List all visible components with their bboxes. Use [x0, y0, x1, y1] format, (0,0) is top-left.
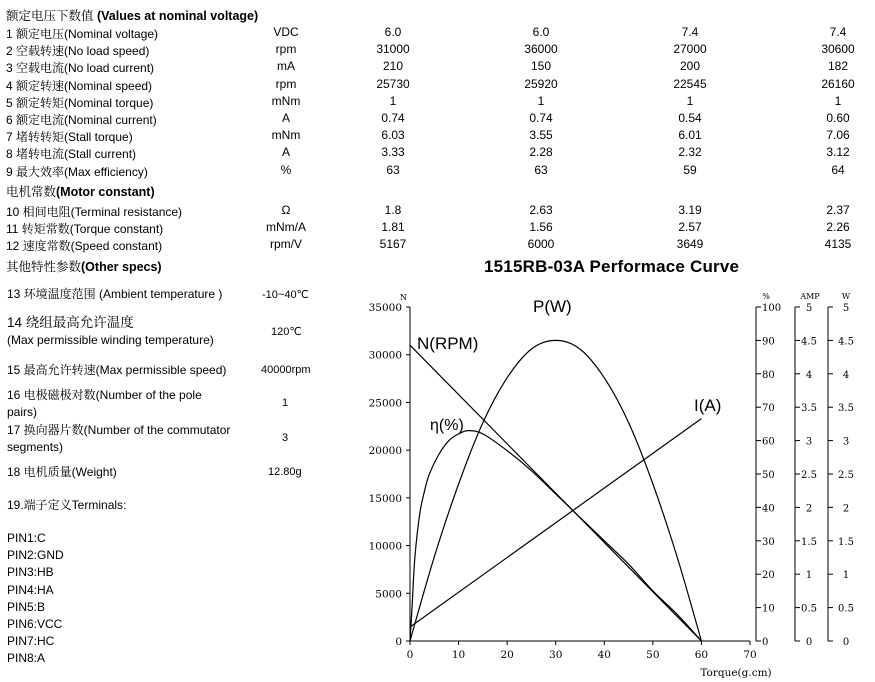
- spec-max-speed-value: 40000rpm: [261, 364, 311, 376]
- row-unit: %: [280, 162, 292, 177]
- pct-axis-tick-label: 30: [762, 536, 775, 548]
- amp-axis-tick-label: 1.5: [801, 536, 817, 548]
- pct-axis-tick-label: 100: [762, 303, 782, 314]
- row-unit: mNm/A: [266, 220, 306, 235]
- row-value: 59: [683, 162, 697, 177]
- row-value: 2.26: [826, 220, 850, 235]
- row-value: 6.0: [532, 25, 550, 39]
- pct-axis-tick-label: 0: [762, 637, 769, 648]
- spec-terminals: 19.端子定义Terminals:: [7, 498, 127, 512]
- row-label: 10 相间电阻(Terminal resistance): [6, 205, 183, 219]
- left-axis-tick-label: 20000: [368, 445, 402, 458]
- series-label: P(W): [533, 297, 572, 316]
- spec-pole-pairs: 16 电极磁极对数(Number of the pole: [7, 388, 202, 402]
- header-bold: (Values at nominal voltage): [97, 9, 259, 23]
- left-axis-unit: N: [400, 293, 407, 302]
- pin-item: PIN3:HB: [7, 565, 54, 580]
- pct-axis-tick-label: 50: [762, 470, 775, 481]
- row-value: 150: [530, 59, 552, 74]
- pct-axis-unit: %: [762, 292, 770, 301]
- row-label: 7 堵转转矩(Stall torque): [6, 130, 133, 145]
- pct-axis-tick-label: 60: [762, 436, 775, 448]
- spec-ambient-temp-value: -10~40℃: [262, 289, 309, 301]
- row-value: 2.57: [678, 220, 702, 235]
- spec-max-speed: 15 最高允许转速(Max permissible speed): [7, 363, 227, 377]
- spec-winding-temp-value: 120℃: [271, 326, 302, 338]
- x-axis-label: Torque(g.cm): [700, 667, 772, 679]
- w-axis-tick-label: 3: [842, 436, 850, 448]
- w-axis-tick-label: 4: [842, 369, 850, 381]
- row-value: 1.8: [384, 203, 402, 217]
- row-label: 8 堵转电流(Stall current): [6, 147, 137, 162]
- w-axis-tick-label: 0.5: [838, 603, 854, 615]
- row-value: 27000: [673, 42, 707, 57]
- spec-weight: 18 电机质量(Weight): [7, 465, 117, 479]
- x-axis-tick-label: 70: [743, 649, 757, 661]
- row-value: 30600: [821, 42, 855, 57]
- row-value: 2.63: [529, 203, 553, 217]
- row-value: 210: [382, 59, 404, 74]
- row-value: 1: [834, 93, 842, 108]
- w-axis-tick-label: 0: [842, 637, 850, 648]
- x-axis-tick-label: 40: [597, 649, 611, 661]
- x-axis-tick-label: 10: [451, 649, 466, 661]
- amp-axis-tick-label: 5: [805, 303, 813, 314]
- motor-constant-bold: (Motor constant): [56, 185, 155, 199]
- left-axis-tick-label: 25000: [368, 397, 402, 410]
- series-label: I(A): [694, 396, 722, 415]
- spec-weight-value: 12.80g: [268, 466, 302, 478]
- row-value: 0.54: [678, 111, 702, 125]
- amp-axis-unit: AMP: [800, 292, 820, 301]
- row-label: 11 转矩常数(Torque constant): [6, 222, 164, 237]
- left-axis-tick-label: 10000: [368, 540, 402, 553]
- row-value: 200: [679, 59, 701, 74]
- series-line: [410, 431, 701, 641]
- amp-axis-tick-label: 0: [805, 637, 813, 648]
- w-axis-tick-label: 1: [842, 570, 850, 582]
- row-value: 6.03: [381, 128, 405, 143]
- w-axis-tick-label: 2.5: [838, 470, 854, 481]
- row-value: 2.28: [529, 145, 553, 160]
- row-value: 0.74: [381, 111, 405, 125]
- row-unit: A: [281, 111, 291, 125]
- row-value: 1: [389, 93, 397, 108]
- x-axis-tick-label: 60: [694, 649, 709, 661]
- amp-axis-tick-label: 2: [805, 503, 813, 515]
- pin-item: PIN7:HC: [7, 634, 55, 649]
- w-axis-tick-label: 5: [842, 303, 850, 314]
- row-value: 1.56: [529, 220, 553, 235]
- row-unit: mA: [277, 59, 295, 74]
- row-value: 6.01: [678, 128, 702, 143]
- row-unit: rpm: [275, 76, 297, 91]
- chart-title: 1515RB-03A Performace Curve: [484, 257, 740, 276]
- series-label: N(RPM): [417, 334, 479, 353]
- pct-axis-tick-label: 80: [762, 369, 775, 381]
- spec-winding-temp: 14 绕组最高允许温度: [7, 315, 134, 330]
- row-value: 3.33: [381, 145, 405, 160]
- row-value: 25730: [376, 76, 410, 91]
- row-value: 7.4: [681, 25, 699, 39]
- row-value: 22545: [673, 76, 707, 91]
- spec-ambient-temp: 13 环境温度范围 (Ambient temperature ): [7, 287, 223, 301]
- pin-item: PIN4:HA: [7, 582, 54, 597]
- row-unit: rpm: [275, 42, 297, 57]
- row-value: 2.32: [678, 145, 702, 160]
- row-unit: VDC: [273, 25, 299, 39]
- pct-axis-tick-label: 90: [762, 336, 775, 348]
- row-value: 7.06: [826, 128, 850, 143]
- row-label: 6 额定电流(Nominal current): [6, 113, 157, 127]
- spec-commutator-value: 3: [282, 432, 289, 444]
- row-value: 182: [827, 59, 849, 74]
- pct-axis-tick-label: 40: [762, 503, 775, 515]
- row-value: 26160: [821, 76, 855, 91]
- motor-constant-prefix: 电机常数: [6, 185, 57, 199]
- pct-axis-tick-label: 20: [762, 570, 775, 582]
- row-label: 1 额定电压(Nominal voltage): [6, 27, 159, 41]
- w-axis-tick-label: 4.5: [838, 336, 854, 348]
- row-value: 4135: [824, 237, 852, 252]
- left-axis-tick-label: 15000: [368, 492, 402, 505]
- pct-axis-tick-label: 10: [762, 603, 775, 615]
- row-value: 3.12: [826, 145, 850, 160]
- row-value: 0.60: [826, 111, 850, 125]
- x-axis-tick-label: 0: [406, 649, 414, 661]
- series-line: [410, 345, 701, 641]
- row-value: 6000: [527, 237, 555, 252]
- row-label: 12 速度常数(Speed constant): [6, 239, 163, 254]
- w-axis-tick-label: 2: [842, 503, 850, 515]
- row-value: 31000: [376, 42, 410, 57]
- x-axis-tick-label: 20: [500, 649, 514, 661]
- row-value: 0.74: [529, 111, 553, 125]
- amp-axis-tick-label: 4.5: [801, 336, 817, 348]
- pin-item: PIN6:VCC: [7, 617, 63, 631]
- spec-pole-pairs-2: pairs): [7, 405, 38, 419]
- header-prefix: 额定电压下数值: [6, 9, 94, 23]
- row-label: 2 空载转速(No load speed): [6, 44, 150, 59]
- w-axis-unit: W: [841, 292, 851, 301]
- w-axis-tick-label: 3.5: [838, 403, 854, 415]
- pin-item: PIN5:B: [7, 599, 46, 614]
- row-unit: Ω: [281, 203, 291, 217]
- row-unit: rpm/V: [269, 237, 303, 252]
- row-value: 1: [537, 93, 545, 108]
- row-label: 5 额定转矩(Nominal torque): [6, 95, 154, 110]
- row-value: 3.55: [529, 128, 553, 143]
- row-label: 9 最大效率(Max efficiency): [6, 164, 148, 179]
- row-value: 1: [686, 93, 694, 108]
- left-axis-tick-label: 5000: [375, 588, 402, 601]
- row-unit: mNm: [271, 93, 301, 108]
- row-value: 7.4: [829, 25, 847, 39]
- x-axis-tick-label: 50: [646, 649, 660, 661]
- x-axis-tick-label: 30: [549, 649, 563, 661]
- row-value: 2.37: [826, 203, 850, 217]
- row-value: 63: [386, 162, 400, 177]
- other-specs-prefix: 其他特性参数: [6, 260, 82, 274]
- w-axis-tick-label: 1.5: [838, 536, 854, 548]
- row-value: 64: [831, 162, 845, 177]
- row-value: 6.0: [384, 25, 402, 39]
- row-value: 5167: [379, 237, 407, 252]
- row-unit: A: [281, 145, 291, 160]
- amp-axis-tick-label: 1: [805, 570, 813, 582]
- left-axis-tick-label: 35000: [368, 302, 402, 314]
- series-label: η(%): [430, 417, 464, 434]
- left-axis-tick-label: 30000: [368, 349, 402, 362]
- pin-item: PIN1:C: [7, 531, 46, 545]
- row-value: 63: [534, 162, 548, 177]
- spec-winding-temp-2: (Max permissible winding temperature): [7, 333, 214, 347]
- amp-axis-tick-label: 0.5: [801, 603, 817, 615]
- row-label: 3 空载电流(No load current): [6, 61, 155, 76]
- row-value: 25920: [524, 76, 558, 91]
- spec-commutator-2: segments): [7, 440, 64, 454]
- pct-axis-tick-label: 70: [762, 403, 775, 415]
- row-value: 36000: [524, 42, 558, 57]
- amp-axis-tick-label: 3: [805, 436, 813, 448]
- amp-axis-tick-label: 2.5: [801, 470, 817, 481]
- row-value: 1.81: [381, 220, 405, 235]
- pin-item: PIN2:GND: [7, 548, 64, 563]
- left-axis-tick-label: 0: [395, 636, 402, 648]
- amp-axis-tick-label: 3.5: [801, 403, 817, 415]
- other-specs-bold: (Other specs): [81, 260, 162, 274]
- pin-item: PIN8:A: [7, 651, 46, 666]
- spec-commutator: 17 换向器片数(Number of the commutator: [7, 423, 231, 437]
- row-label: 4 额定转速(Nominal speed): [6, 78, 153, 93]
- amp-axis-tick-label: 4: [805, 369, 813, 381]
- row-value: 3.19: [678, 203, 702, 217]
- row-unit: mNm: [271, 128, 301, 143]
- row-value: 3649: [676, 237, 704, 252]
- spec-pole-pairs-value: 1: [282, 397, 289, 409]
